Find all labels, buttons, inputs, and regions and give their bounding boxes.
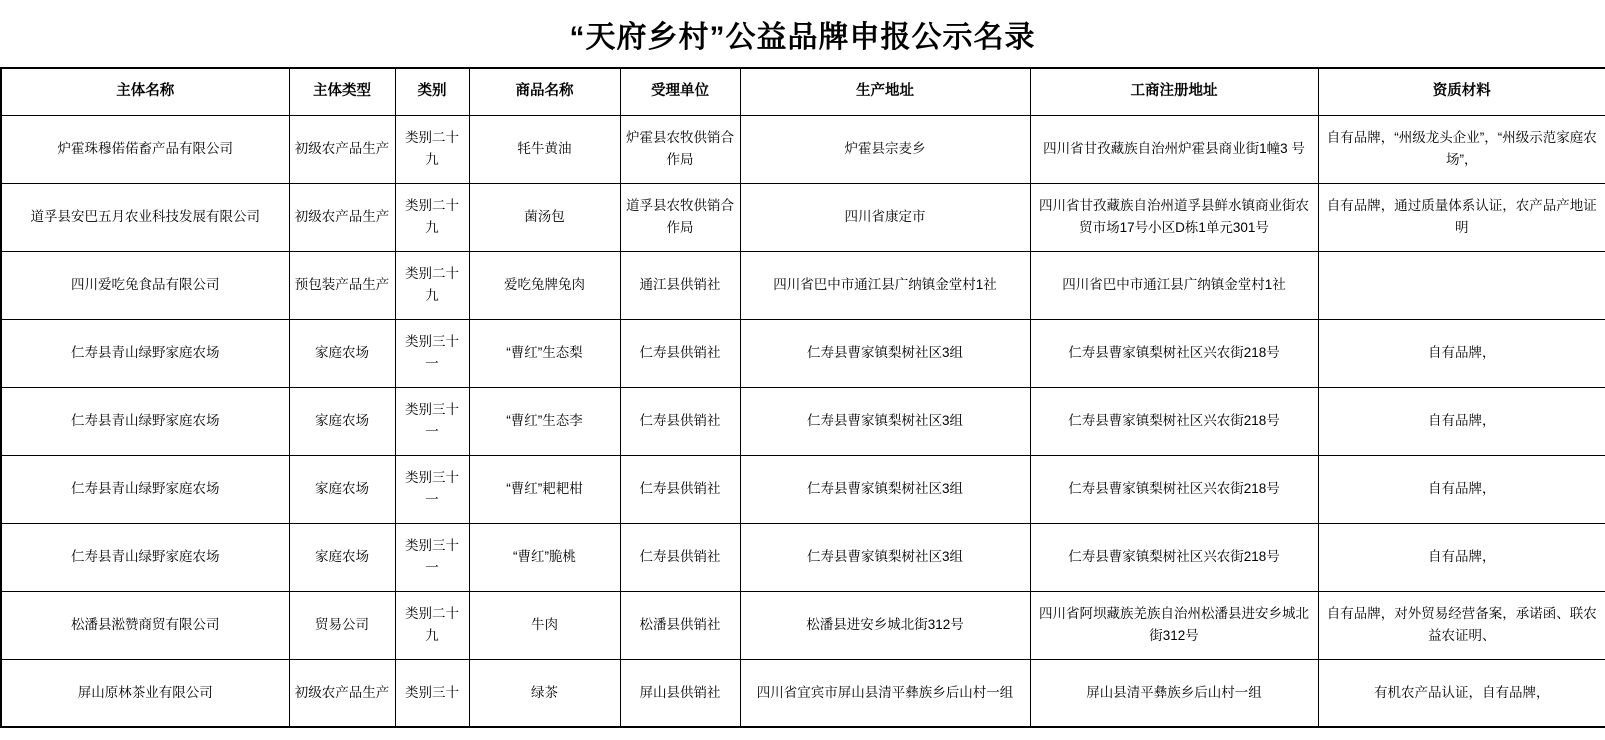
table-cell: 四川省康定市 xyxy=(740,183,1030,251)
table-cell: “曹红”生态梨 xyxy=(469,319,620,387)
table-cell: 仁寿县曹家镇梨树社区3组 xyxy=(740,523,1030,591)
table-cell: 自有品牌， xyxy=(1318,455,1605,523)
header-cell: 生产地址 xyxy=(740,68,1030,115)
table-cell: 绿茶 xyxy=(469,659,620,727)
table-row xyxy=(1,183,1605,251)
table-cell: 仁寿县青山绿野家庭农场 xyxy=(1,387,289,455)
table-header-row xyxy=(1,68,1605,115)
table-cell: 仁寿县供销社 xyxy=(620,455,740,523)
table-cell: 四川省甘孜藏族自治州炉霍县商业街1幢3 号 xyxy=(1030,115,1318,183)
table-cell: 爱吃兔牌兔肉 xyxy=(469,251,620,319)
table-cell: 仁寿县青山绿野家庭农场 xyxy=(1,523,289,591)
table-cell: 仁寿县青山绿野家庭农场 xyxy=(1,319,289,387)
table-cell: 初级农产品生产 xyxy=(289,115,395,183)
header-cell: 受理单位 xyxy=(620,68,740,115)
table-cell: 初级农产品生产 xyxy=(289,183,395,251)
header-cell: 类别 xyxy=(395,68,469,115)
table-cell: 自有品牌， xyxy=(1318,387,1605,455)
table-cell: 有机农产品认证，自有品牌， xyxy=(1318,659,1605,727)
table-cell: 炉霍县农牧供销合作局 xyxy=(620,115,740,183)
table-row xyxy=(1,659,1605,727)
table-cell: 自有品牌，对外贸易经营备案，承诺函、联农益农证明、 xyxy=(1318,591,1605,659)
table-row xyxy=(1,523,1605,591)
table-cell: 屏山县清平彝族乡后山村一组 xyxy=(1030,659,1318,727)
table-row xyxy=(1,455,1605,523)
table-cell: 牦牛黄油 xyxy=(469,115,620,183)
table-cell: 初级农产品生产 xyxy=(289,659,395,727)
title-bar xyxy=(0,0,1605,67)
table-cell: 松潘县进安乡城北街312号 xyxy=(740,591,1030,659)
table-row xyxy=(1,591,1605,659)
table-cell: 自有品牌，通过质量体系认证，农产品产地证明 xyxy=(1318,183,1605,251)
table-cell: 屏山原林茶业有限公司 xyxy=(1,659,289,727)
table-cell: 牛肉 xyxy=(469,591,620,659)
table-cell: 类别三十一 xyxy=(395,523,469,591)
table-cell: 仁寿县曹家镇梨树社区兴农街218号 xyxy=(1030,523,1318,591)
table-cell: 四川省阿坝藏族羌族自治州松潘县进安乡城北街312号 xyxy=(1030,591,1318,659)
table-header xyxy=(1,68,1605,115)
table-cell: 道孚县农牧供销合作局 xyxy=(620,183,740,251)
table-cell: 四川爱吃兔食品有限公司 xyxy=(1,251,289,319)
table-row xyxy=(1,115,1605,183)
table-cell: 四川省巴中市通江县广纳镇金堂村1社 xyxy=(1030,251,1318,319)
table-cell: 家庭农场 xyxy=(289,387,395,455)
table-cell: 自有品牌， xyxy=(1318,523,1605,591)
table-cell: 松潘县供销社 xyxy=(620,591,740,659)
table-cell: 类别二十九 xyxy=(395,251,469,319)
table-cell: 仁寿县供销社 xyxy=(620,319,740,387)
table-cell: 通江县供销社 xyxy=(620,251,740,319)
table-cell: 仁寿县供销社 xyxy=(620,387,740,455)
table-cell: 仁寿县曹家镇梨树社区兴农街218号 xyxy=(1030,319,1318,387)
table-cell: 道孚县安巴五月农业科技发展有限公司 xyxy=(1,183,289,251)
header-cell: 工商注册地址 xyxy=(1030,68,1318,115)
table-cell: 自有品牌， xyxy=(1318,319,1605,387)
table-cell: 类别二十九 xyxy=(395,183,469,251)
table-cell: 预包装产品生产 xyxy=(289,251,395,319)
table-cell: 菌汤包 xyxy=(469,183,620,251)
table-cell: 类别三十 xyxy=(395,659,469,727)
header-cell: 资质材料 xyxy=(1318,68,1605,115)
table-row xyxy=(1,387,1605,455)
table-row xyxy=(1,251,1605,319)
table-cell xyxy=(1318,251,1605,319)
table-cell: 四川省宜宾市屏山县清平彝族乡后山村一组 xyxy=(740,659,1030,727)
table-cell: “曹红”生态李 xyxy=(469,387,620,455)
table-cell: 四川省巴中市通江县广纳镇金堂村1社 xyxy=(740,251,1030,319)
table-cell: 家庭农场 xyxy=(289,319,395,387)
table-cell: 仁寿县曹家镇梨树社区3组 xyxy=(740,455,1030,523)
table-cell: “曹红”脆桃 xyxy=(469,523,620,591)
report-table xyxy=(0,67,1605,728)
table-cell: 仁寿县供销社 xyxy=(620,523,740,591)
table-cell: 家庭农场 xyxy=(289,455,395,523)
table-cell: 四川省甘孜藏族自治州道孚县鲜水镇商业街农贸市场17号小区D栋1单元301号 xyxy=(1030,183,1318,251)
table-cell: 类别三十一 xyxy=(395,455,469,523)
table-cell: 类别三十一 xyxy=(395,387,469,455)
table-cell: 仁寿县曹家镇梨树社区兴农街218号 xyxy=(1030,455,1318,523)
header-cell: 主体类型 xyxy=(289,68,395,115)
table-row xyxy=(1,319,1605,387)
table-cell: 仁寿县曹家镇梨树社区3组 xyxy=(740,319,1030,387)
table-cell: 炉霍县宗麦乡 xyxy=(740,115,1030,183)
header-cell: 商品名称 xyxy=(469,68,620,115)
table-cell: 仁寿县青山绿野家庭农场 xyxy=(1,455,289,523)
table-cell: 松潘县淞赞商贸有限公司 xyxy=(1,591,289,659)
table-cell: 自有品牌，“州级龙头企业”，“州级示范家庭农场”， xyxy=(1318,115,1605,183)
table-cell: 仁寿县曹家镇梨树社区3组 xyxy=(740,387,1030,455)
table-cell: 贸易公司 xyxy=(289,591,395,659)
header-cell: 主体名称 xyxy=(1,68,289,115)
table-cell: 家庭农场 xyxy=(289,523,395,591)
page-title: “天府乡村”公益品牌申报公示名录 xyxy=(569,20,1036,54)
table-cell: 类别二十九 xyxy=(395,115,469,183)
table-cell: 屏山县供销社 xyxy=(620,659,740,727)
table-cell: 类别三十一 xyxy=(395,319,469,387)
table-cell: 仁寿县曹家镇梨树社区兴农街218号 xyxy=(1030,387,1318,455)
table-body xyxy=(1,115,1605,727)
table-cell: 类别二十九 xyxy=(395,591,469,659)
table-cell: 炉霍珠穆偌偌畜产品有限公司 xyxy=(1,115,289,183)
table-cell: “曹红”耙耙柑 xyxy=(469,455,620,523)
